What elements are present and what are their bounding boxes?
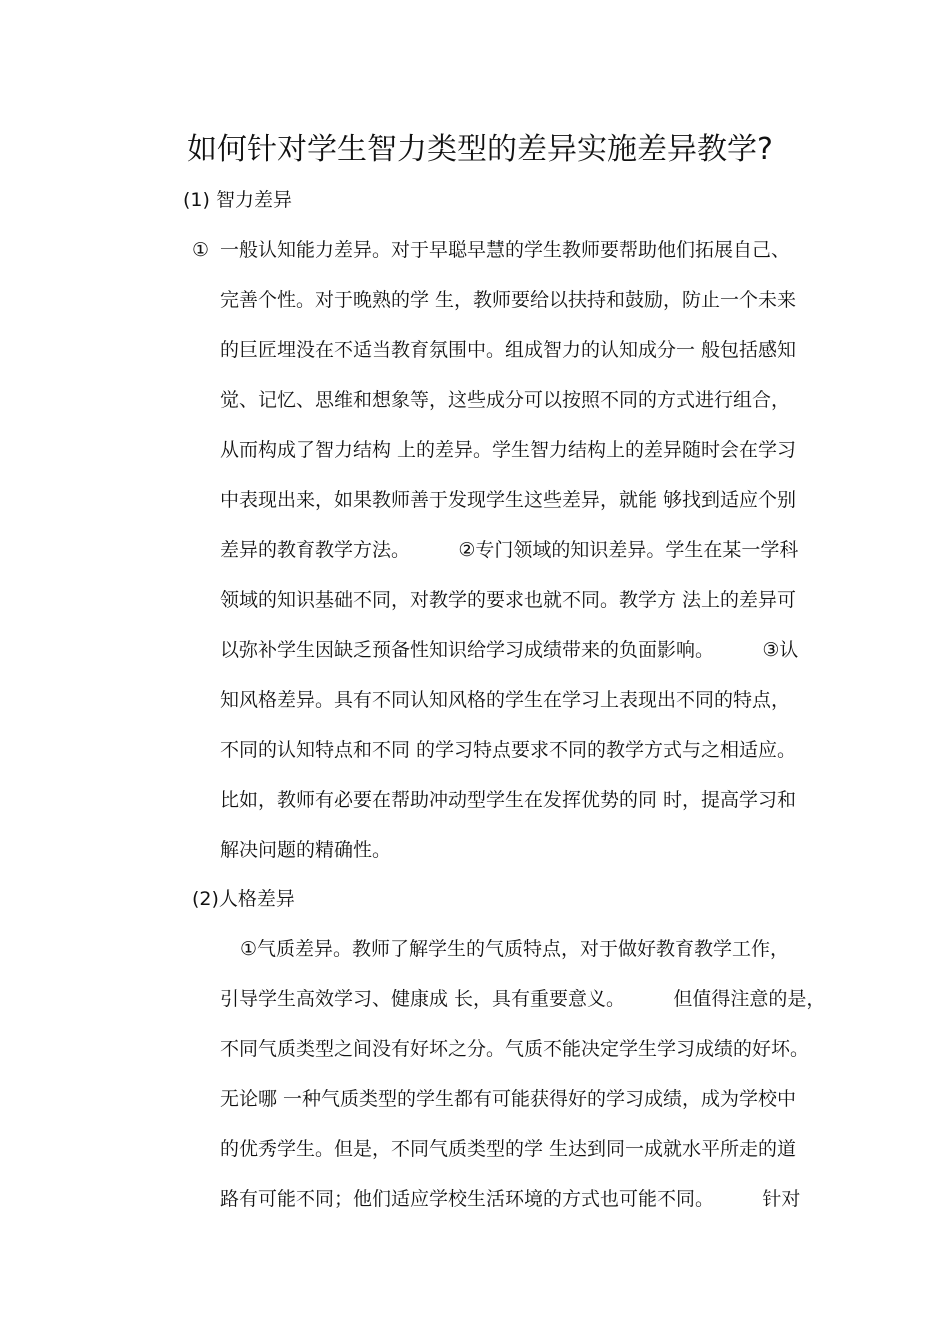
paragraph-line: 从而构成了智力结构 上的差异。学生智力结构上的差异随时会在学习 xyxy=(220,439,797,461)
paragraph-line: 解决问题的精确性。 xyxy=(220,839,392,861)
page-title: 如何针对学生智力类型的差异实施差异教学? xyxy=(187,132,773,167)
section-heading-intelligence: (1) 智力差异 xyxy=(183,189,292,211)
paragraph-line: 引导学生高效学习、健康成 长，具有重要意义。 但值得注意的是， xyxy=(220,988,826,1010)
paragraph-line: 的优秀学生。但是，不同气质类型的学 生达到同一成就水平所走的道 xyxy=(220,1138,797,1160)
paragraph-line: 完善个性。对于晚熟的学 生，教师要给以扶持和鼓励，防止一个未来 xyxy=(220,289,797,311)
paragraph-line: 觉、记忆、思维和想象等，这些成分可以按照不同的方式进行组合， xyxy=(220,389,791,411)
section-heading-personality: (2)人格差异 xyxy=(192,888,295,910)
list-marker: ① xyxy=(192,239,210,261)
paragraph-line: 以弥补学生因缺乏预备性知识给学习成绩带来的负面影响。 ③认 xyxy=(220,639,799,661)
paragraph-line: 领域的知识基础不同，对教学的要求也就不同。教学方 法上的差异可 xyxy=(220,589,797,611)
paragraph-line: 路有可能不同；他们适应学校生活环境的方式也可能不同。 针对 xyxy=(220,1188,801,1210)
paragraph-line: 差异的教育教学方法。 ②专门领域的知识差异。学生在某一学科 xyxy=(220,539,799,561)
paragraph-line: 中表现出来，如果教师善于发现学生这些差异，就能 够找到适应个别 xyxy=(220,489,797,511)
paragraph-line: 无论哪 一种气质类型的学生都有可能获得好的学习成绩，成为学校中 xyxy=(220,1088,797,1110)
paragraph-line: ①气质差异。教师了解学生的气质特点，对于做好教育教学工作， xyxy=(240,938,790,960)
paragraph-line: 不同的认知特点和不同 的学习特点要求不同的教学方式与之相适应。 xyxy=(220,739,797,761)
paragraph-line: 不同气质类型之间没有好坏之分。气质不能决定学生学习成绩的好坏。 xyxy=(220,1038,810,1060)
paragraph-line: 的巨匠埋没在不适当教育氛围中。组成智力的认知成分一 般包括感知 xyxy=(220,339,797,361)
paragraph-line: 一般认知能力差异。对于早聪早慧的学生教师要帮助他们拓展自己、 xyxy=(220,239,791,261)
paragraph-line: 比如，教师有必要在帮助冲动型学生在发挥优势的同 时，提高学习和 xyxy=(220,789,797,811)
paragraph-line: 知风格差异。具有不同认知风格的学生在学习上表现出不同的特点， xyxy=(220,689,791,711)
